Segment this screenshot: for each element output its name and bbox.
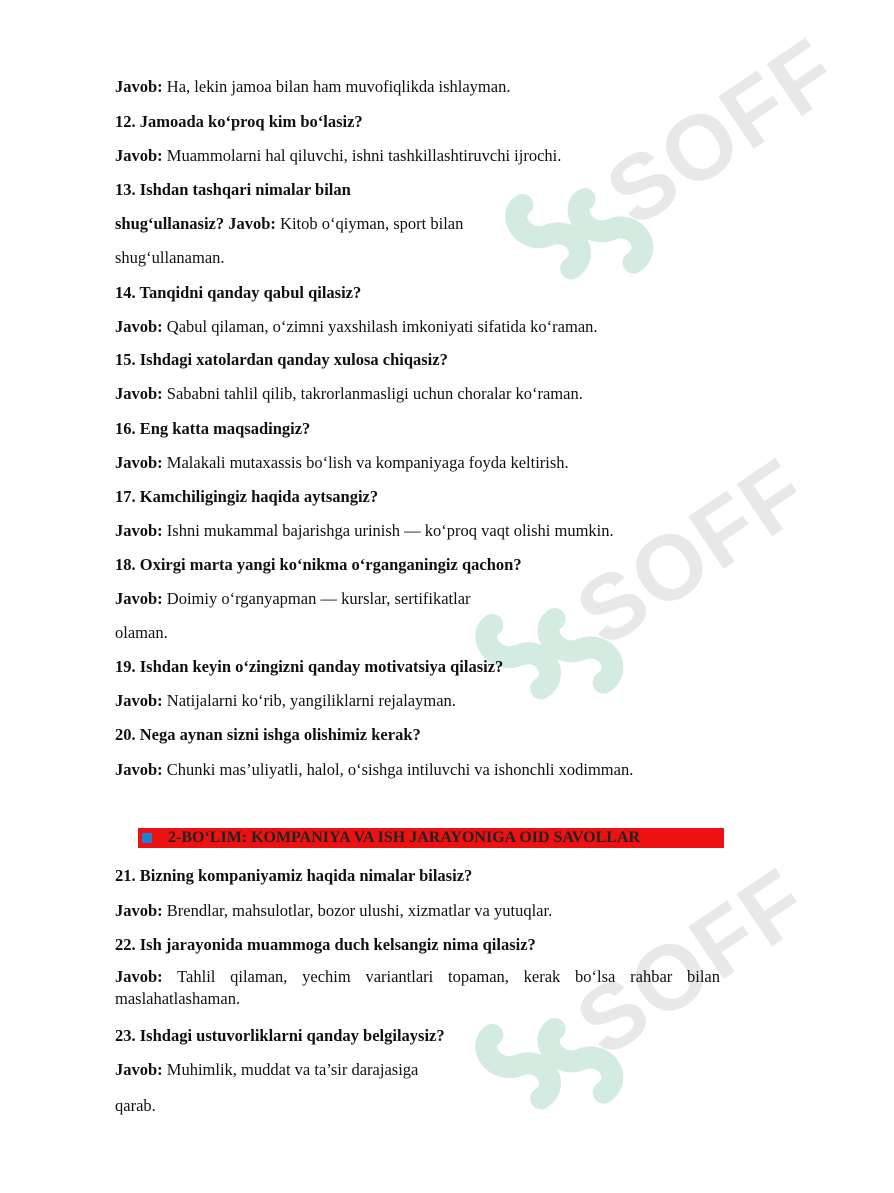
section-title: 2-BO‘LIM: KOMPANIYA VA ISH JARAYONIGA OID SAVOLLAR xyxy=(168,829,641,846)
answer-label: Javob: xyxy=(115,521,163,540)
answer-line: Javob: Brendlar, mahsulotlar, bozor ulushi, xizmatlar va yutuqlar. xyxy=(115,901,553,920)
answer-label: Javob: xyxy=(115,1060,163,1079)
answer-line: Javob: Ishni mukammal bajarishga urinish — ko‘proq vaqt olishi mumkin. xyxy=(115,521,614,540)
answer-label: Javob: xyxy=(115,77,163,96)
answer-cont: qarab. xyxy=(115,1096,156,1115)
answer-paragraph: Javob: Tahlil qilaman, yechim variantlari topaman, kerak bo‘lsa rahbar bilan maslahatlashaman. xyxy=(115,967,720,1008)
answer-label: Javob: xyxy=(115,589,163,608)
question-13: 13. Ishdan tashqari nimalar bilan xyxy=(115,180,351,199)
question-14: 14. Tanqidni qanday qabul qilasiz? xyxy=(115,283,362,302)
answer-line: Javob: Chunki mas’uliyatli, halol, o‘sishga intiluvchi va ishonchli xodimman. xyxy=(115,760,634,779)
answer-line: Javob: Sababni tahlil qilib, takrorlanmasligi uchun choralar ko‘raman. xyxy=(115,384,583,403)
answer-label: Javob: xyxy=(115,967,163,986)
watermark-text: SOFF xyxy=(589,19,857,246)
watermark-text: SOFF xyxy=(559,849,827,1076)
answer-cont: olaman. xyxy=(115,623,168,642)
answer-line: Javob: Muammolarni hal qiluvchi, ishni tashkillashtiruvchi ijrochi. xyxy=(115,146,562,165)
question-19: 19. Ishdan keyin o‘zingizni qanday motivatsiya qilasiz? xyxy=(115,657,504,676)
watermark-text: SOFF xyxy=(559,439,827,666)
answer-label: Javob: xyxy=(115,901,163,920)
question-17: 17. Kamchiligingiz haqida aytsangiz? xyxy=(115,487,379,506)
answer-label: Javob: xyxy=(115,146,163,165)
question-13-cont: shug‘ullanasiz? Javob: Kitob o‘qiyman, sport bilan xyxy=(115,214,464,233)
answer-label: Javob: xyxy=(115,453,163,472)
answer-line: Javob: Ha, lekin jamoa bilan ham muvofiqlikda ishlayman. xyxy=(115,77,511,96)
answer-label: Javob: xyxy=(115,760,163,779)
square-bullet-icon xyxy=(142,833,152,843)
question-15: 15. Ishdagi xatolardan qanday xulosa chiqasiz? xyxy=(115,350,448,369)
answer-label: Javob: xyxy=(228,214,276,233)
soff-watermark xyxy=(464,0,866,363)
question-12: 12. Jamoada ko‘proq kim bo‘lasiz? xyxy=(115,112,363,131)
question-21: 21. Bizning kompaniyamiz haqida nimalar bilasiz? xyxy=(115,866,473,885)
answer-cont: shug‘ullanaman. xyxy=(115,248,225,267)
answer-line: Javob: Qabul qilaman, o‘zimni yaxshilash imkoniyati sifatida ko‘raman. xyxy=(115,317,598,336)
answer-label: Javob: xyxy=(115,691,163,710)
question-16: 16. Eng katta maqsadingiz? xyxy=(115,419,311,438)
question-22: 22. Ish jarayonida muammoga duch kelsangiz nima qilasiz? xyxy=(115,935,536,954)
question-18: 18. Oxirgi marta yangi ko‘nikma o‘rganganingiz qachon? xyxy=(115,555,522,574)
answer-line: Javob: Muhimlik, muddat va ta’sir darajasiga xyxy=(115,1060,419,1079)
question-20: 20. Nega aynan sizni ishga olishimiz kerak? xyxy=(115,725,421,744)
answer-line: Javob: Natijalarni ko‘rib, yangiliklarni rejalayman. xyxy=(115,691,456,710)
logo-icon xyxy=(456,552,648,749)
answer-line: Javob: Malakali mutaxassis bo‘lish va kompaniyaga foyda keltirish. xyxy=(115,453,569,472)
question-23: 23. Ishdagi ustuvorliklarni qanday belgilaysiz? xyxy=(115,1026,445,1045)
answer-label: Javob: xyxy=(115,317,163,336)
section-header xyxy=(138,828,724,848)
answer-line: Javob: Doimiy o‘rganyapman — kurslar, sertifikatlar xyxy=(115,589,471,608)
answer-label: Javob: xyxy=(115,384,163,403)
